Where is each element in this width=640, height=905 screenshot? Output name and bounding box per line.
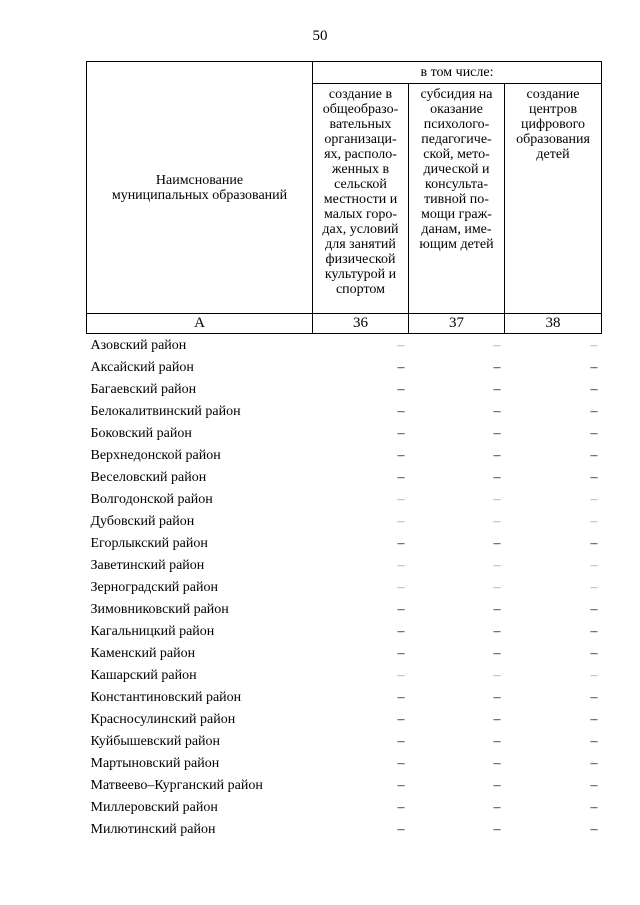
value-dash: – — [397, 447, 405, 463]
value-dash: – — [590, 601, 598, 617]
municipality-name: Боковский район — [90, 425, 192, 441]
column-code: А — [87, 314, 313, 334]
value-dash: – — [590, 557, 598, 573]
value-cell — [409, 400, 505, 422]
value-dash: – — [493, 755, 501, 771]
value-cell — [505, 730, 602, 752]
table-row — [87, 664, 602, 686]
column-header-line: для занятий — [325, 237, 396, 252]
value-cell — [409, 774, 505, 796]
table-row — [87, 818, 602, 840]
value-cell — [505, 664, 602, 686]
value-dash: – — [590, 337, 598, 353]
table-row — [87, 796, 602, 818]
value-dash: – — [590, 645, 598, 661]
value-cell — [505, 554, 602, 576]
value-dash: – — [493, 733, 501, 749]
column-header-line: образования — [516, 132, 590, 147]
municipality-name: Кагальницкий район — [90, 623, 215, 639]
value-dash: – — [493, 601, 501, 617]
value-cell — [313, 488, 409, 510]
table-row — [87, 730, 602, 752]
value-dash: – — [493, 535, 501, 551]
value-dash: – — [590, 469, 598, 485]
column-codes-row — [87, 314, 602, 334]
value-dash: – — [397, 557, 405, 573]
table-row — [87, 334, 602, 357]
column-header-line: культурой и — [324, 267, 397, 282]
table-row — [87, 774, 602, 796]
value-dash: – — [590, 425, 598, 441]
column-header-line: субсидия на — [420, 87, 493, 102]
value-dash: – — [590, 535, 598, 551]
value-dash: – — [590, 579, 598, 595]
value-dash: – — [397, 733, 405, 749]
value-dash: – — [590, 755, 598, 771]
value-cell — [313, 356, 409, 378]
table-row — [87, 708, 602, 730]
value-dash: – — [590, 667, 598, 683]
municipality-name: Матвеево–Курганский район — [90, 777, 263, 793]
value-dash: – — [493, 711, 501, 727]
table-body — [87, 62, 602, 841]
value-cell — [313, 708, 409, 730]
value-cell — [313, 532, 409, 554]
value-dash: – — [590, 403, 598, 419]
value-dash: – — [397, 491, 405, 507]
column-header-line: детей — [536, 147, 570, 162]
column-header-line: малых горо- — [323, 207, 398, 222]
table-row — [87, 620, 602, 642]
value-dash: – — [590, 733, 598, 749]
value-cell — [409, 554, 505, 576]
municipality-name: Миллеровский район — [90, 799, 218, 815]
value-dash: – — [397, 711, 405, 727]
group-header: в том числе: — [313, 62, 602, 84]
value-cell — [505, 444, 602, 466]
value-cell — [505, 466, 602, 488]
value-cell — [409, 444, 505, 466]
value-cell — [505, 620, 602, 642]
value-dash: – — [493, 821, 501, 837]
value-cell — [409, 708, 505, 730]
table-row — [87, 598, 602, 620]
column-code: 37 — [409, 314, 505, 334]
municipality-name: Азовский район — [90, 337, 187, 353]
value-dash: – — [590, 513, 598, 529]
page-number: 50 — [312, 28, 328, 44]
value-dash: – — [397, 425, 405, 441]
table-row — [87, 488, 602, 510]
value-dash: – — [397, 667, 405, 683]
column-header-1 — [313, 84, 409, 314]
municipality-name: Заветинский район — [90, 557, 205, 573]
name-header-line: Наимснование — [155, 172, 244, 188]
value-dash: – — [397, 579, 405, 595]
column-header-line: мощи граж- — [421, 207, 492, 222]
value-cell — [409, 686, 505, 708]
value-dash: – — [397, 403, 405, 419]
table-row — [87, 642, 602, 664]
value-cell — [505, 356, 602, 378]
column-header-line: физической — [325, 252, 396, 267]
municipality-name: Багаевский район — [90, 381, 197, 397]
value-dash: – — [590, 447, 598, 463]
value-cell — [313, 730, 409, 752]
value-cell — [505, 488, 602, 510]
value-dash: – — [590, 821, 598, 837]
value-cell — [409, 796, 505, 818]
municipality-name: Егорлыкский район — [90, 535, 208, 551]
municipality-name: Веселовский район — [90, 469, 207, 485]
table-row — [87, 554, 602, 576]
value-dash: – — [397, 821, 405, 837]
name-column-header — [87, 62, 313, 314]
column-header-line: создание — [526, 87, 580, 102]
value-cell — [313, 818, 409, 840]
value-cell — [409, 730, 505, 752]
value-cell — [313, 378, 409, 400]
value-dash: – — [493, 689, 501, 705]
value-cell — [313, 422, 409, 444]
value-cell — [505, 774, 602, 796]
value-cell — [505, 576, 602, 598]
value-dash: – — [493, 469, 501, 485]
column-header-line: создание в — [328, 87, 393, 102]
municipality-name: Кашарский район — [90, 667, 197, 683]
table-row — [87, 686, 602, 708]
column-code: 38 — [505, 314, 602, 334]
value-dash: – — [493, 645, 501, 661]
municipality-name: Милютинский район — [90, 821, 216, 837]
column-header-line: вательных — [329, 117, 392, 132]
value-cell — [505, 796, 602, 818]
value-cell — [505, 378, 602, 400]
municipality-name: Белокалитвинский район — [90, 403, 241, 419]
value-cell — [409, 532, 505, 554]
table-row — [87, 532, 602, 554]
value-cell — [409, 664, 505, 686]
value-cell — [505, 818, 602, 840]
column-header-line: психолого- — [423, 117, 490, 132]
table-row — [87, 752, 602, 774]
value-cell — [313, 334, 409, 357]
value-dash: – — [590, 491, 598, 507]
column-header-line: ской, мето- — [423, 147, 490, 162]
value-dash: – — [397, 799, 405, 815]
value-dash: – — [397, 337, 405, 353]
value-dash: – — [493, 579, 501, 595]
column-header-line: ющим детей — [419, 237, 494, 252]
value-dash: – — [397, 601, 405, 617]
value-dash: – — [493, 667, 501, 683]
value-cell — [409, 422, 505, 444]
value-cell — [505, 422, 602, 444]
municipality-name: Константиновский район — [90, 689, 242, 705]
value-cell — [409, 510, 505, 532]
value-cell — [313, 620, 409, 642]
value-cell — [505, 532, 602, 554]
value-cell — [505, 686, 602, 708]
value-cell — [409, 576, 505, 598]
value-dash: – — [493, 359, 501, 375]
value-dash: – — [397, 513, 405, 529]
value-dash: – — [397, 755, 405, 771]
value-dash: – — [397, 469, 405, 485]
value-dash: – — [493, 799, 501, 815]
value-cell — [313, 664, 409, 686]
header-row-group — [87, 62, 602, 84]
value-dash: – — [493, 557, 501, 573]
value-dash: – — [397, 645, 405, 661]
value-cell — [409, 818, 505, 840]
value-dash: – — [590, 711, 598, 727]
value-cell — [505, 752, 602, 774]
value-cell — [313, 642, 409, 664]
value-dash: – — [493, 381, 501, 397]
municipality-name: Красносулинский район — [90, 711, 236, 727]
value-cell — [313, 598, 409, 620]
value-cell — [409, 466, 505, 488]
value-cell — [313, 510, 409, 532]
value-cell — [409, 488, 505, 510]
value-dash: – — [590, 359, 598, 375]
value-dash: – — [493, 623, 501, 639]
value-cell — [505, 334, 602, 357]
value-dash: – — [493, 403, 501, 419]
value-dash: – — [493, 447, 501, 463]
column-header-3 — [505, 84, 602, 314]
value-cell — [409, 642, 505, 664]
municipality-name: Волгодонской район — [90, 491, 213, 507]
value-cell — [313, 554, 409, 576]
municipality-name: Зимовниковский район — [90, 601, 229, 617]
value-dash: – — [397, 623, 405, 639]
municipality-name: Верхнедонской район — [90, 447, 221, 463]
column-header-line: оказание — [430, 102, 483, 117]
value-dash: – — [397, 381, 405, 397]
table-row — [87, 422, 602, 444]
value-dash: – — [590, 623, 598, 639]
value-cell — [505, 708, 602, 730]
column-header-line: организаци- — [324, 132, 397, 147]
value-cell — [409, 378, 505, 400]
value-dash: – — [590, 689, 598, 705]
table-row — [87, 510, 602, 532]
municipality-name: Аксайский район — [90, 359, 194, 375]
value-cell — [313, 444, 409, 466]
value-cell — [313, 752, 409, 774]
value-cell — [313, 686, 409, 708]
municipality-name: Мартыновский район — [90, 755, 220, 771]
value-cell — [409, 598, 505, 620]
column-header-line: педагогиче- — [421, 132, 492, 147]
column-header-line: сельской — [334, 177, 387, 192]
value-cell — [409, 752, 505, 774]
value-cell — [313, 774, 409, 796]
value-cell — [409, 356, 505, 378]
value-dash: – — [493, 491, 501, 507]
value-cell — [313, 576, 409, 598]
municipality-name: Дубовский район — [90, 513, 195, 529]
column-header-line: общеобразо- — [322, 102, 399, 117]
value-cell — [409, 620, 505, 642]
municipality-name: Каменский район — [90, 645, 196, 661]
value-cell — [505, 642, 602, 664]
column-header-line: дической и — [423, 162, 490, 177]
subsidy-table — [86, 61, 602, 840]
value-dash: – — [493, 337, 501, 353]
table-row — [87, 576, 602, 598]
column-header-line: ях, располо- — [324, 147, 397, 162]
value-cell — [505, 510, 602, 532]
value-dash: – — [397, 777, 405, 793]
column-header-line: данам, име- — [421, 222, 492, 237]
value-cell — [505, 598, 602, 620]
table-row — [87, 400, 602, 422]
value-cell — [313, 400, 409, 422]
value-dash: – — [493, 777, 501, 793]
table-row — [87, 466, 602, 488]
value-dash: – — [397, 535, 405, 551]
municipality-name: Зерноградский район — [90, 579, 218, 595]
table-row — [87, 444, 602, 466]
value-dash: – — [397, 689, 405, 705]
column-header-line: спортом — [335, 282, 386, 297]
value-dash: – — [590, 381, 598, 397]
value-cell — [505, 400, 602, 422]
column-header-line: дах, условий — [322, 222, 399, 237]
column-header-line: центров — [528, 102, 578, 117]
value-dash: – — [397, 359, 405, 375]
column-code: 36 — [313, 314, 409, 334]
column-header-line: цифрового — [521, 117, 585, 132]
value-dash: – — [493, 513, 501, 529]
column-header-line: местности и — [323, 192, 398, 207]
table-row — [87, 378, 602, 400]
value-dash: – — [590, 777, 598, 793]
column-header-line: консульта- — [425, 177, 488, 192]
value-cell — [409, 334, 505, 357]
value-dash: – — [590, 799, 598, 815]
value-dash: – — [493, 425, 501, 441]
name-header-line: муниципальных образований — [111, 187, 288, 203]
column-header-2 — [409, 84, 505, 314]
value-cell — [313, 466, 409, 488]
table-row — [87, 356, 602, 378]
value-cell — [313, 796, 409, 818]
municipality-name: Куйбышевский район — [90, 733, 221, 749]
column-header-line: женных в — [331, 162, 390, 177]
column-header-line: тивной по- — [424, 192, 489, 207]
